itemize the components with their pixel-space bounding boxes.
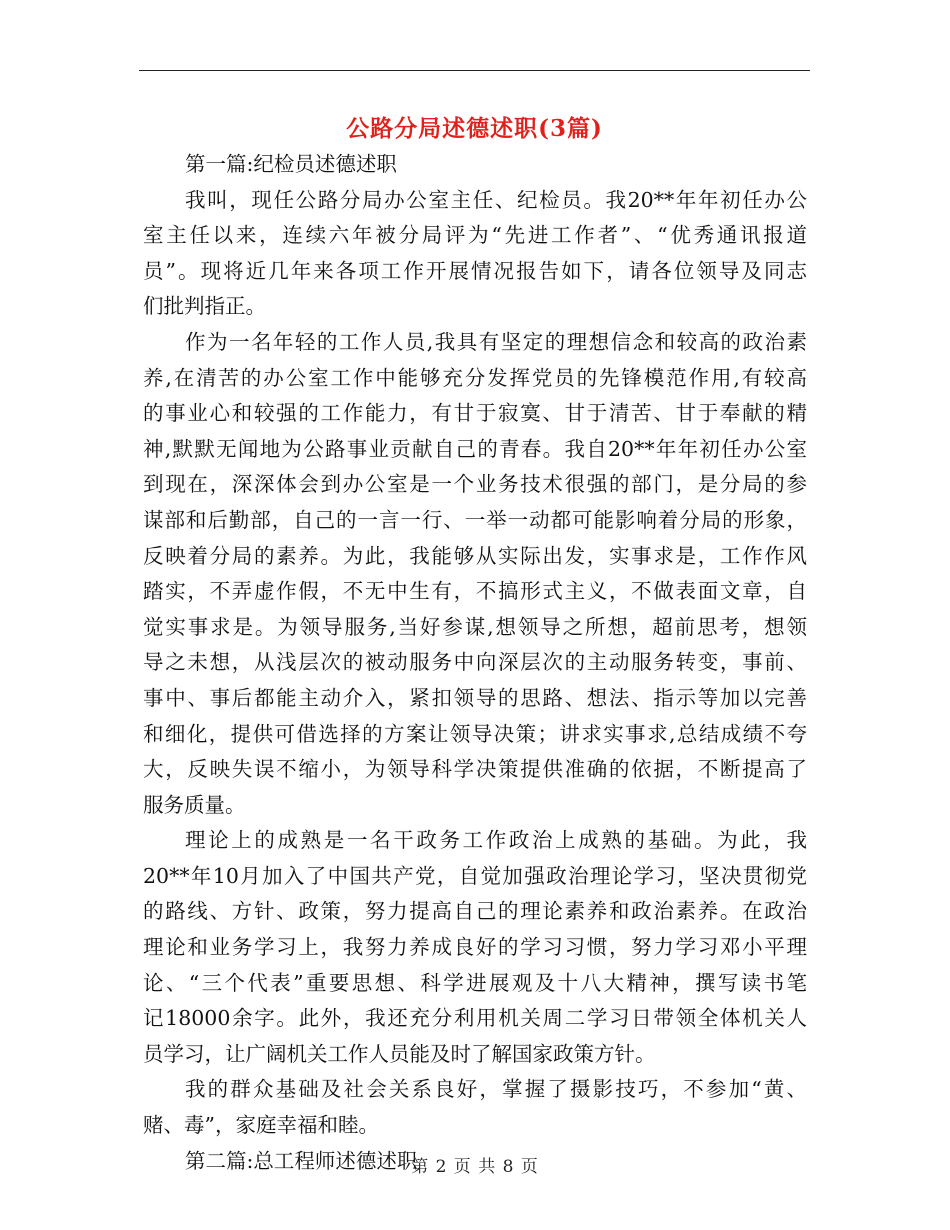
section-heading: 第一篇:纪检员述德述职	[185, 152, 397, 176]
text-line: 作为一名年轻的工作人员,我具有坚定的理想信念和较高的政治素	[185, 329, 807, 354]
text-line: 神,默默无闻地为公路事业贡献自己的青春。我自20**年年初任办公室	[143, 436, 807, 461]
paragraph	[143, 823, 807, 1072]
paragraph	[143, 183, 807, 325]
text-line: 20**年10月加入了中国共产党，自觉加强政治理论学习，坚决贯彻党	[143, 863, 807, 888]
section-heading: 第二篇:总工程师述德述职	[185, 1148, 418, 1173]
page-number: 第 2 页 共 8 页	[411, 1157, 539, 1177]
text-line: 们批判指正。	[143, 294, 266, 319]
text-line: 事中、事后都能主动介入，紧扣领导的思路、想法、指示等加以完善	[143, 685, 807, 710]
text-line: 员”。现将近几年来各项工作开展情况报告如下，请各位领导及同志	[143, 258, 807, 283]
text-line: 和细化，提供可借选择的方案让领导决策；讲求实事求,总结成绩不夸	[143, 721, 807, 746]
document-title: 公路分局述德述职(3篇)	[346, 115, 603, 142]
text-line: 谋部和后勤部，自己的一言一行、一举一动都可能影响着分局的形象，	[143, 507, 807, 532]
text-line: 员学习，让广阔机关工作人员能及时了解国家政策方针。	[143, 1041, 656, 1066]
text-line: 大，反映失误不缩小，为领导科学决策提供准确的依据，不断提高了	[143, 757, 807, 782]
header-rule	[139, 70, 810, 71]
text-line: 理论和业务学习上，我努力养成良好的学习习惯，努力学习邓小平理	[143, 935, 807, 960]
text-line: 理论上的成熟是一名干政务工作政治上成熟的基础。为此，我	[185, 828, 807, 853]
text-line: 服务质量。	[143, 792, 246, 817]
text-line: 记18000余字。此外，我还充分利用机关周二学习日带领全体机关人	[143, 1006, 807, 1031]
text-line: 我的群众基础及社会关系良好，掌握了摄影技巧，不参加“黄、	[185, 1077, 807, 1102]
text-line: 赌、毒”，家庭幸福和睦。	[143, 1113, 379, 1138]
text-line: 的事业心和较强的工作能力，有甘于寂寞、甘于清苦、甘于奉献的精	[143, 401, 807, 426]
document-body	[143, 147, 807, 1179]
text-line: 踏实，不弄虚作假，不无中生有，不搞形式主义，不做表面文章，自	[143, 579, 807, 604]
text-line: 室主任以来，连续六年被分局评为“先进工作者”、“优秀通讯报道	[143, 223, 807, 248]
text-line: 到现在，深深体会到办公室是一个业务技术很强的部门，是分局的参	[143, 472, 807, 497]
paragraph	[143, 1072, 807, 1143]
paragraph	[143, 325, 807, 823]
text-line: 养,在清苦的办公室工作中能够充分发挥党员的先锋模范作用,有较高	[143, 365, 807, 390]
text-line: 反映着分局的素养。为此，我能够从实际出发，实事求是，工作作风	[143, 543, 807, 568]
text-line: 的路线、方针、政策，努力提高自己的理论素养和政治素养。在政治	[143, 899, 807, 924]
text-line: 觉实事求是。为领导服务,当好参谋,想领导之所想，超前思考，想领	[143, 614, 807, 639]
text-line: 我叫，现任公路分局办公室主任、纪检员。我20**年年初任办公	[185, 187, 807, 212]
text-line: 论、“三个代表”重要思想、科学进展观及十八大精神，撰写读书笔	[143, 970, 807, 995]
text-line: 导之未想，从浅层次的被动服务中向深层次的主动服务转变，事前、	[143, 650, 807, 675]
